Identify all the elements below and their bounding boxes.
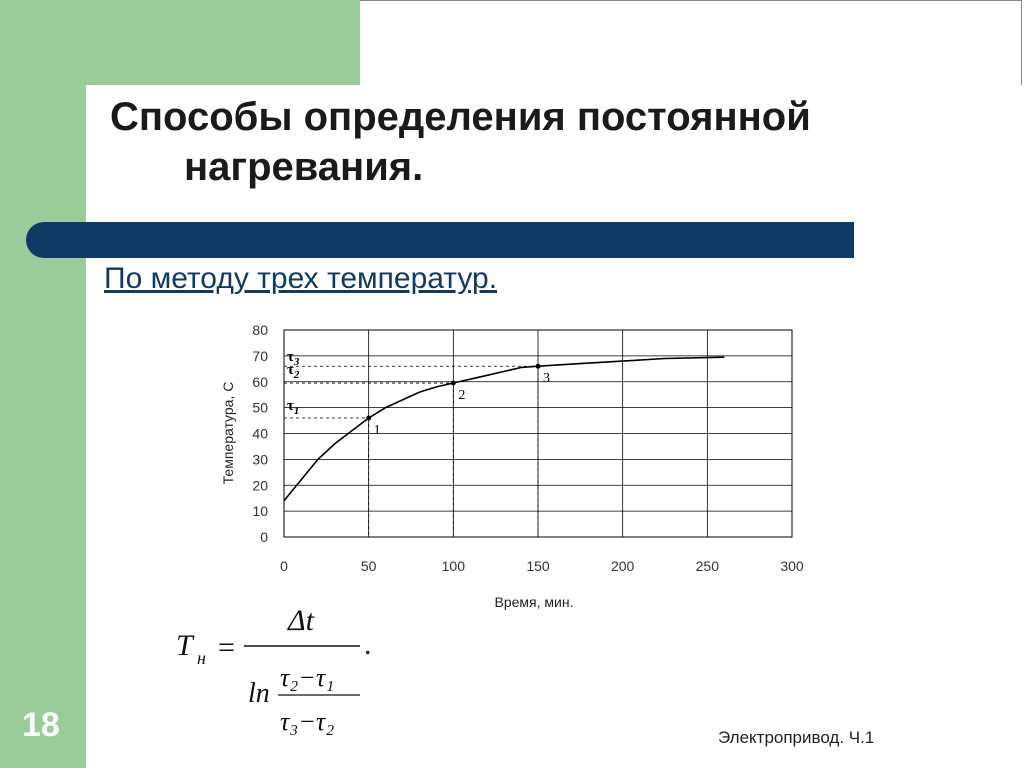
formula <box>160 602 420 752</box>
tau-label: $\tau_2$ <box>287 361 300 381</box>
data-point <box>366 415 371 420</box>
y-tick-label: 70 <box>252 347 268 364</box>
y-axis-label: Температура, С <box>220 381 236 485</box>
x-tick-label: 0 <box>280 558 288 574</box>
data-point <box>451 381 456 386</box>
data-point <box>536 364 541 369</box>
tau-subscript: 2 <box>293 368 300 381</box>
x-tick-label: 300 <box>780 558 804 574</box>
x-tick-label: 100 <box>441 558 466 574</box>
page-number: 18 <box>22 706 60 744</box>
formula-inner-numerator: τ₂−τ₁ <box>280 663 335 692</box>
y-tick-label: 10 <box>252 503 268 520</box>
tau-subscript: 1 <box>293 405 300 418</box>
series-line <box>284 357 724 501</box>
title-line-1: Способы определения постоянной <box>110 95 811 139</box>
y-tick-label: 80 <box>252 322 268 338</box>
formula-equals: = <box>218 631 235 664</box>
title-line-2: нагревания. <box>184 145 424 189</box>
green-top-panel <box>86 0 360 85</box>
x-tick-label: 150 <box>526 558 550 574</box>
y-tick-label: 60 <box>252 373 268 390</box>
y-tick-label: 30 <box>252 451 268 468</box>
x-axis-label: Время, мин. <box>494 594 574 610</box>
data-point-label: 3 <box>543 371 550 387</box>
temperature-chart <box>200 315 820 610</box>
chart-ticks <box>252 322 803 574</box>
x-tick-label: 200 <box>610 558 635 574</box>
chart-series <box>284 357 724 501</box>
formula-numerator: Δt <box>288 604 314 637</box>
title-divider-bar <box>26 222 854 258</box>
data-point-label: 1 <box>373 422 381 438</box>
slide-title <box>110 92 930 192</box>
formula-lhs-sub: н <box>197 648 206 668</box>
y-tick-label: 40 <box>252 425 268 442</box>
footer-text: Электропривод. Ч.1 <box>718 728 875 747</box>
formula-period: . <box>364 628 372 661</box>
subtitle-link[interactable]: По методу трех температур. <box>104 262 498 295</box>
tau-label: $\tau_1$ <box>287 398 300 418</box>
y-tick-label: 20 <box>252 477 268 494</box>
x-tick-label: 50 <box>360 558 377 574</box>
green-side-panel <box>0 0 86 768</box>
data-point-label: 2 <box>458 388 466 404</box>
x-tick-label: 250 <box>695 558 720 574</box>
formula-inner-denominator: τ₃−τ₂ <box>280 707 335 736</box>
formula-lhs: T <box>176 629 193 662</box>
tau-label: $\tau_3$ <box>287 348 300 368</box>
y-tick-label: 0 <box>260 529 268 545</box>
chart-points <box>366 364 550 438</box>
y-tick-label: 50 <box>252 399 268 416</box>
formula-ln: ln <box>248 678 270 709</box>
tau-subscript: 3 <box>293 355 300 368</box>
